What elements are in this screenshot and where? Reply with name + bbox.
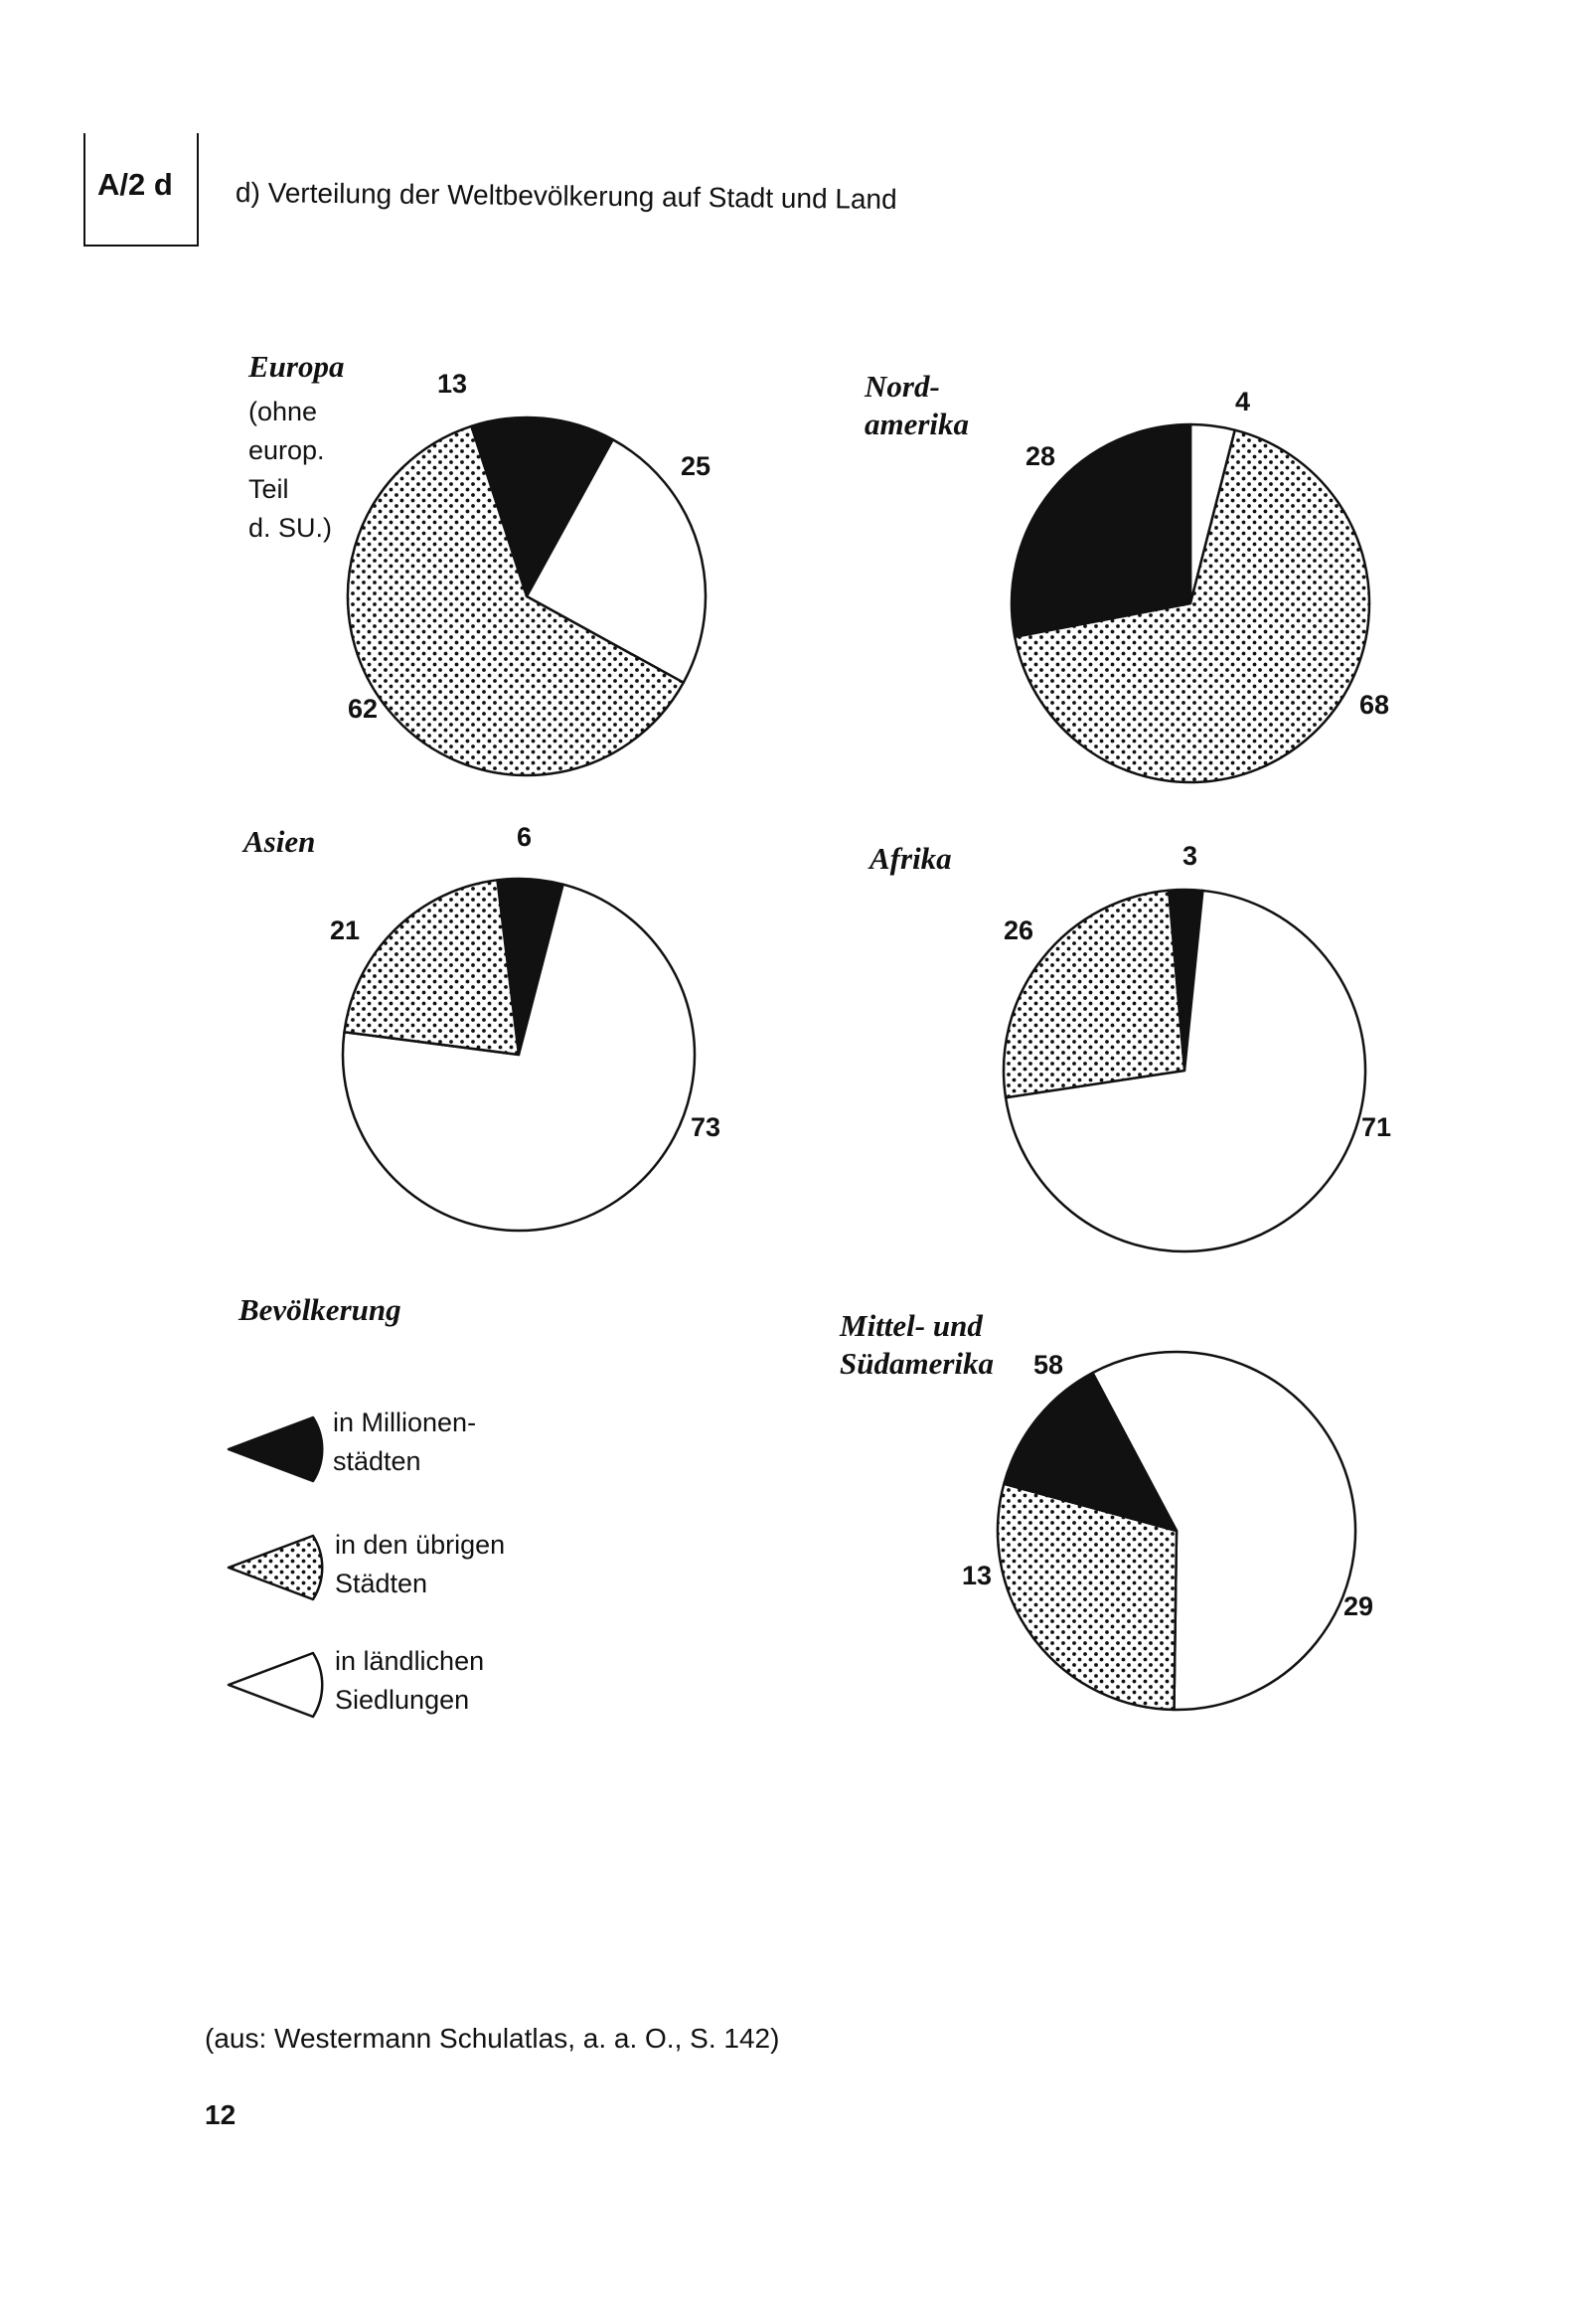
legend-label-rural: in ländlichen Siedlungen bbox=[335, 1646, 485, 1715]
legend-label-million: in Millionen- städten bbox=[333, 1408, 477, 1476]
pie-3-label-rural: 71 bbox=[1361, 1112, 1392, 1142]
pie-3-label-million: 3 bbox=[1183, 841, 1198, 871]
chart-title-nordamerika: Nord- amerika bbox=[865, 369, 970, 441]
pie-0-label-million: 13 bbox=[437, 369, 468, 399]
pie-2-label-rural: 73 bbox=[691, 1112, 721, 1142]
pie-0-label-rural: 25 bbox=[681, 451, 711, 481]
pie-3-label-other: 26 bbox=[1004, 915, 1034, 945]
pie-4-label-million: 13 bbox=[962, 1561, 993, 1590]
white-pie-wedge-icon bbox=[229, 1653, 322, 1717]
chart-title-mittelamerika: Mittel- und Südamerika bbox=[840, 1308, 995, 1381]
page-number: 12 bbox=[205, 2099, 237, 2130]
pie-2-label-million: 6 bbox=[517, 822, 533, 852]
pie-4-label-rural: 58 bbox=[1033, 1350, 1064, 1380]
section-label: A/2 d bbox=[97, 167, 173, 202]
pie-0-label-other: 62 bbox=[348, 694, 379, 724]
europa-note: (ohne europ. Teil d. SU.) bbox=[248, 397, 333, 543]
chart-title-afrika: Afrika bbox=[869, 841, 952, 876]
legend-label-other: in den übrigen Städten bbox=[335, 1530, 506, 1598]
legend-title: Bevölkerung bbox=[238, 1292, 401, 1327]
chart-title-europa: Europa bbox=[248, 349, 345, 384]
chart-title-asien: Asien bbox=[243, 824, 316, 859]
pie-4-label-other: 29 bbox=[1343, 1591, 1374, 1621]
page-title: d) Verteilung der Weltbevölkerung auf Stadt und Land bbox=[235, 177, 897, 215]
dotted-pie-wedge-icon bbox=[229, 1536, 322, 1599]
pie-1-label-other: 68 bbox=[1359, 690, 1390, 720]
black-pie-wedge-icon bbox=[229, 1417, 322, 1481]
pie-2-label-other: 21 bbox=[330, 915, 361, 945]
pie-1-label-million: 28 bbox=[1025, 441, 1056, 471]
pie-2-slice-other bbox=[344, 880, 519, 1055]
pie-1-label-rural: 4 bbox=[1235, 387, 1251, 416]
source-citation: (aus: Westermann Schulatlas, a. a. O., S. 142) bbox=[205, 2023, 780, 2054]
